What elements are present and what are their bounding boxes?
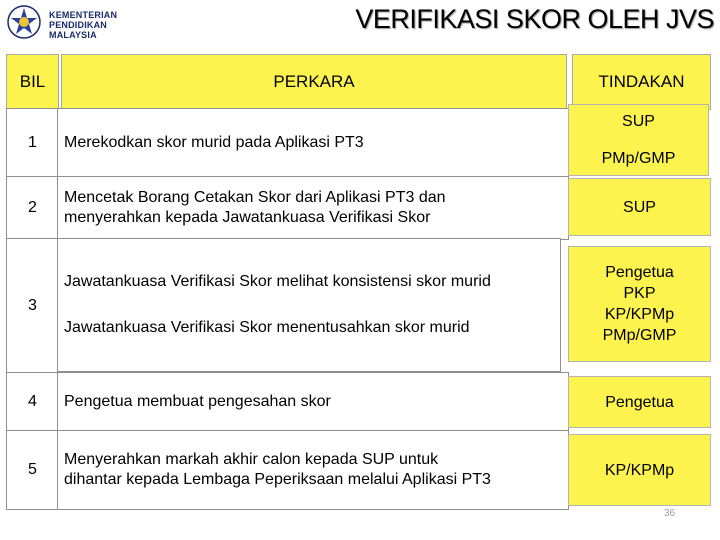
row-1-perkara <box>57 108 569 178</box>
logo-line-3: MALAYSIA <box>49 30 97 40</box>
row-3-perkara-line-1: Jawatankuasa Verifikasi Skor melihat konsistensi skor murid <box>64 272 491 290</box>
row-4-bil: 4 <box>6 372 59 432</box>
row-2-perkara <box>57 176 569 240</box>
row-2-perkara-line-1: Mencetak Borang Cetakan Skor dari Aplikasi PT3 dan <box>64 189 446 206</box>
row-1-tindakan-line-1: SUP <box>622 113 655 130</box>
row-3-tindakan-line-3: KP/KPMp <box>604 306 675 323</box>
header-perkara: PERKARA <box>61 54 567 110</box>
row-3-perkara <box>57 238 561 372</box>
page-title: VERIFIKASI SKOR OLEH JVS <box>355 4 714 34</box>
row-3-perkara-line-2: Jawatankuasa Verifikasi Skor menentusahkan skor murid <box>64 319 470 337</box>
row-3-tindakan-line-1: Pengetua <box>605 264 674 281</box>
row-2-tindakan <box>568 178 711 236</box>
row-4-tindakan <box>568 376 711 428</box>
row-4-perkara-line-1: Pengetua membuat pengesahan skor <box>64 393 331 410</box>
ministry-logo <box>6 4 126 40</box>
row-3-tindakan <box>568 246 711 362</box>
row-2-bil: 2 <box>6 176 59 240</box>
logo-line-1: KEMENTERIAN <box>49 10 118 20</box>
row-1-tindakan-line-2: PMp/GMP <box>601 150 676 167</box>
row-4-tindakan-line-1: Pengetua <box>605 393 674 411</box>
row-5-tindakan-line-1: KP/KPMp <box>604 461 675 479</box>
row-5-perkara-line-1: Menyerahkan markah akhir calon kepada SUP untuk <box>64 451 439 468</box>
row-5-perkara-line-2: dihantar kepada Lembaga Peperiksaan melalui Aplikasi PT3 <box>64 471 491 488</box>
row-2-perkara-line-2: menyerahkan kepada Jawatankuasa Verifikasi Skor <box>64 209 431 226</box>
row-1-perkara-line-1: Merekodkan skor murid pada Aplikasi PT3 <box>64 134 364 151</box>
row-5-tindakan <box>568 434 711 506</box>
row-3-bil: 3 <box>6 238 59 374</box>
row-3-tindakan-line-2: PKP <box>623 285 656 302</box>
header-bil: BIL <box>6 54 59 110</box>
row-5-bil: 5 <box>6 430 59 510</box>
ministry-emblem-icon <box>6 4 46 40</box>
row-1-bil: 1 <box>6 108 59 178</box>
row-2-tindakan-line-1: SUP <box>623 198 656 216</box>
row-5-perkara <box>57 430 569 510</box>
logo-line-2: PENDIDIKAN <box>49 20 108 30</box>
header-tindakan: TINDAKAN <box>572 54 711 110</box>
row-3-tindakan-line-4: PMp/GMP <box>602 327 677 344</box>
row-1-tindakan <box>568 104 709 176</box>
row-4-perkara <box>57 372 569 432</box>
logo-text <box>49 10 117 40</box>
page-number: 36 <box>664 508 676 519</box>
